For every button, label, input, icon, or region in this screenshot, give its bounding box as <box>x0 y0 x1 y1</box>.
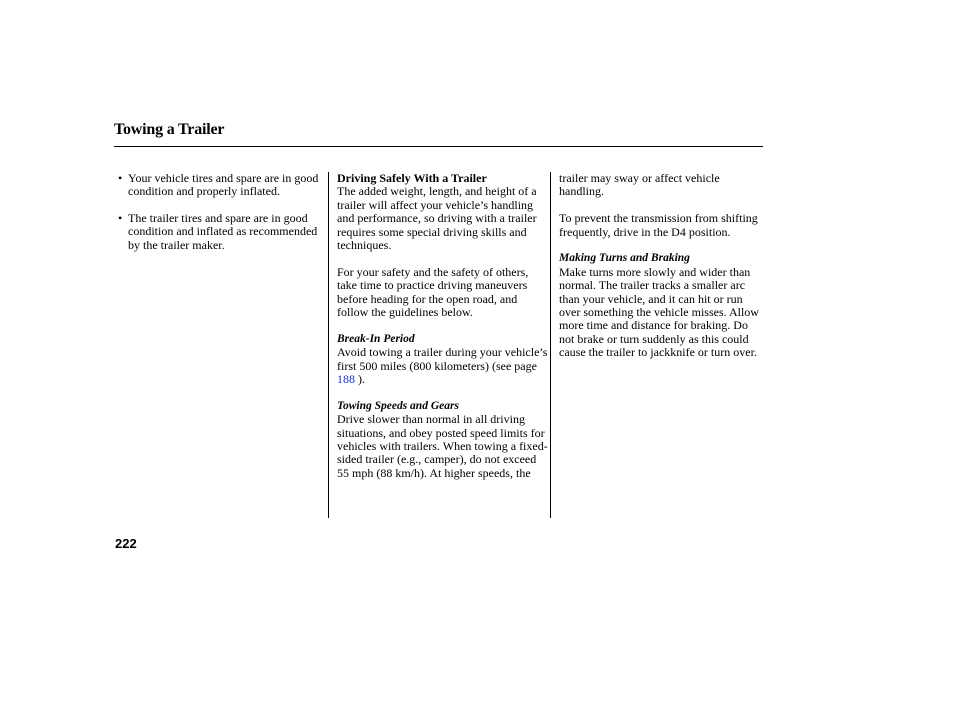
subsection-heading: Break-In Period <box>337 332 415 345</box>
title-rule <box>114 146 763 147</box>
page-number: 222 <box>115 536 137 551</box>
bullet-icon: • <box>118 210 123 225</box>
bullet-text: Your vehicle tires and spare are in good condition and properly inflated. <box>128 171 319 199</box>
paragraph: trailer may sway or affect vehicle handling. <box>559 171 720 199</box>
paragraph: Drive slower than normal in all driving situations, and obey posted speed limits for vehicles with trailers. When towing a fixed-sided trailer (e.g., camper), do not exceed 55 mph (88 km/h). At higher speeds, the <box>337 412 548 480</box>
column-3 <box>559 172 765 373</box>
column-divider <box>550 172 551 518</box>
subsection-heading: Making Turns and Braking <box>559 252 690 265</box>
page-title: Towing a Trailer <box>114 121 225 138</box>
breakin-text: Avoid towing a trailer during your vehicle’s first 500 miles (800 kilometers) (see page <box>337 345 548 373</box>
bullet-icon: • <box>118 171 123 185</box>
bullet-text: The trailer tires and spare are in good condition and inflated as recommended by the trailer maker. <box>128 210 318 252</box>
paragraph <box>337 346 549 386</box>
breakin-end: ). <box>355 372 365 387</box>
column-2 <box>337 172 549 494</box>
section-heading: Driving Safely With a Trailer <box>337 171 487 185</box>
column-divider <box>328 172 329 518</box>
paragraph: The added weight, length, and height of a trailer will affect your vehicle’s handling and performance, so driving with a trailer requires some special driving skills and techniques. <box>337 184 537 253</box>
paragraph: To prevent the transmission from shifting frequently, drive in the D4 position. <box>559 211 758 239</box>
paragraph: Make turns more slowly and wider than normal. The trailer tracks a smaller arc than your vehicle, and it can hit or run over something the vehicle misses. Allow more time and distance for braking. Do not brake or turn suddenly as this could cause the trailer to jackknife or turn over. <box>559 264 759 360</box>
list-item <box>118 212 322 252</box>
column-1 <box>118 172 322 265</box>
list-item <box>118 172 322 199</box>
subsection-heading: Towing Speeds and Gears <box>337 399 459 412</box>
paragraph: For your safety and the safety of others, take time to practice driving maneuvers before heading for the open road, and follow the guidelines below. <box>337 264 529 320</box>
page-link[interactable]: 188 <box>337 372 355 387</box>
